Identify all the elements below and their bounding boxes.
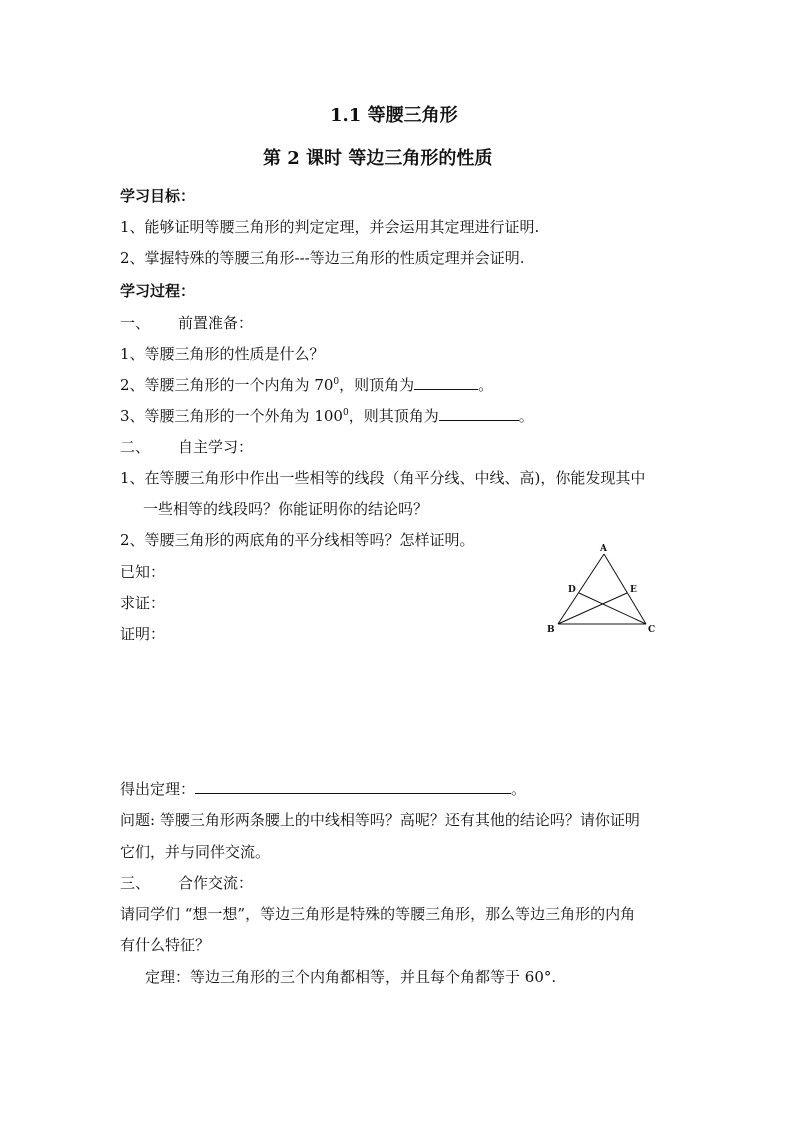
prep-question-3 <box>120 406 534 426</box>
theorem-blank[interactable] <box>195 779 511 794</box>
label-d: D <box>568 585 576 595</box>
lesson-subtitle: 第 2 课时 等边三角形的性质 <box>263 148 493 169</box>
process-heading: 学习过程： <box>120 282 196 300</box>
objectives-heading: 学习目标： <box>120 187 196 205</box>
theorem-statement: 定理：等边三角形的三个内角都相等，并且每个角都等于 60°. <box>145 968 557 986</box>
label-c: C <box>648 625 656 635</box>
answer-blank[interactable] <box>414 375 478 390</box>
section-number: 三、 <box>120 874 151 892</box>
question-text: 2、等腰三角形的一个内角为 70 <box>120 376 334 394</box>
label-e: E <box>630 585 637 595</box>
document-title: 1.1 等腰三角形 <box>330 105 458 126</box>
cooperation-line-2: 有什么特征？ <box>120 936 211 954</box>
section-label: 合作交流： <box>178 874 254 892</box>
section-prep-heading <box>120 313 253 333</box>
section-number: 一、 <box>120 314 151 332</box>
period: 。 <box>478 376 494 394</box>
section-label: 前置准备： <box>178 314 254 332</box>
period: 。 <box>511 780 527 798</box>
self-question-2: 2、等腰三角形的两底角的平分线相等吗？怎样证明。 <box>120 531 475 549</box>
prep-question-2 <box>120 375 493 395</box>
segment-cd <box>579 593 646 624</box>
objective-1: 1、能够证明等腰三角形的判定定理，并会运用其定理进行证明. <box>120 218 540 236</box>
label-b: B <box>547 625 555 635</box>
objective-2: 2、掌握特殊的等腰三角形---等边三角形的性质定理并会证明. <box>120 249 525 267</box>
question-text: 3、等腰三角形的一个外角为 100 <box>120 407 343 425</box>
section-label: 自主学习： <box>178 438 254 456</box>
theorem-label: 得出定理： <box>120 780 196 798</box>
triangle-figure <box>536 540 666 640</box>
given-label: 已知： <box>120 563 166 581</box>
question-text: ，则其顶角为 <box>348 407 439 425</box>
to-prove-label: 求证： <box>120 594 166 612</box>
question-line-2: 它们，并与同伴交流。 <box>120 843 271 861</box>
prep-question-1: 1、等腰三角形的性质是什么？ <box>120 345 325 363</box>
cooperation-line-1: 请同学们 “想一想”，等边三角形是特殊的等腰三角形，那么等边三角形的内角 <box>120 905 636 923</box>
degree-mark: 0 <box>333 377 340 387</box>
section-self-study-heading <box>120 437 253 457</box>
period: 。 <box>518 407 534 425</box>
self-question-1-line1: 1、在等腰三角形中作出一些相等的线段（角平分线、中线、高)，你能发现其中 <box>120 469 646 487</box>
self-question-1-line2: 一些相等的线段吗？你能证明你的结论吗？ <box>143 500 429 518</box>
question-line-1: 问题: 等腰三角形两条腰上的中线相等吗？高呢？还有其他的结论吗？请你证明 <box>120 811 640 829</box>
label-a: A <box>600 544 607 554</box>
theorem-conclusion <box>120 779 526 799</box>
degree-mark: 0 <box>342 408 349 418</box>
side-ac <box>604 554 646 624</box>
section-number: 二、 <box>120 438 151 456</box>
question-text: ，则顶角为 <box>339 376 415 394</box>
proof-label: 证明： <box>120 625 166 643</box>
section-cooperation-heading <box>120 873 253 893</box>
answer-blank[interactable] <box>439 406 519 421</box>
